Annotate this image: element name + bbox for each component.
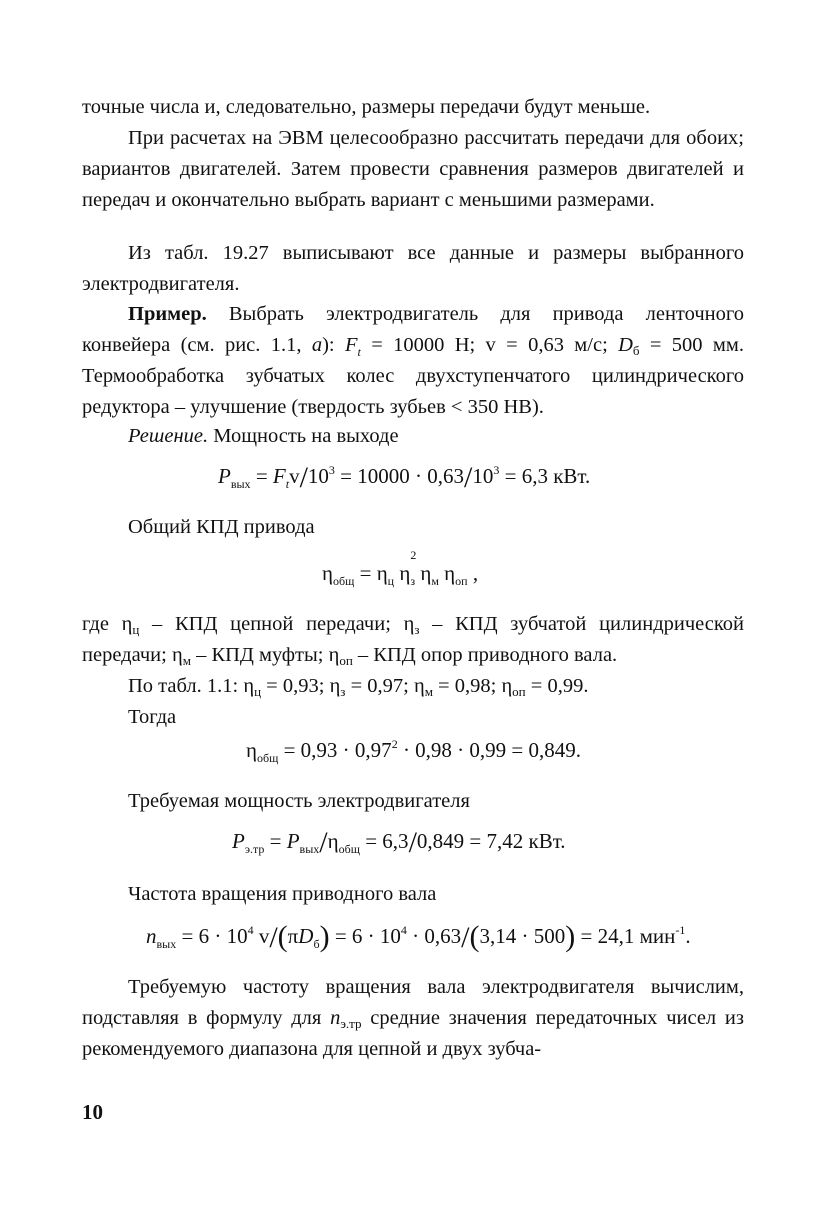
shaft-speed-heading: Частота вращения приводного вала — [128, 883, 437, 905]
formula-efficiency-value: $\eta_{общ} = 0,93 \cdot 0,97^2 \cdot 0,98 \cdot 0,99 = 0,849$. — [246, 737, 582, 765]
paragraph-example: Пример. Выбрать электродвигатель для привода ленточного конвейера (см. рис. 1.1, а): $F_t = 10000$ Н; v = 0,63 м/с; Dб = 500 мм. Термообработка зубчатых колес двухступенчатого цилиндрического редуктора – улучшение (твердость зубьев < 350 НВ). — [82, 303, 744, 418]
kpd-heading: Общий КПД привода — [128, 516, 315, 538]
paragraph-intro: точные числа и, следовательно, размеры передачи будут меньше. — [82, 96, 651, 118]
solution-heading: Решение. Мощность на выходе — [128, 425, 399, 447]
formula-total-efficiency: $\eta_{общ} = \eta_ц$ η 2 $_з$ $\eta_м$ $\eta_{оп}$ , — [322, 548, 479, 588]
table-values: По табл. 1.1: ηц = 0,93; ηз = 0,97; ηм = 0,98; ηоп = 0,99. — [128, 675, 589, 699]
formula-shaft-speed: $n_{вых} = 6 \cdot 10^4$ $v/(\pi D_б) = 6 \cdot 10^4 \cdot 0,63/(3,14 \cdot 500) = 24,1$ мин$^{-1}$. — [146, 920, 691, 954]
paragraph-motor-speed: Требуемую частоту вращения вала электродвигателя вычислим, подставляя в формулу для nэ.тр средние значения передаточных чисел из рекомендуемого диапазона для цепной и двух зубча- — [82, 976, 744, 1060]
formula-required-power: $P_{э.тр} = P_{вых}/\eta_{общ} = 6,3/0,849 = 7,42$ кВт. — [232, 826, 566, 859]
required-power-heading: Требуемая мощность электродвигателя — [128, 790, 470, 812]
formula-output-power: $P_{вых} = F_tv/10^3 = 10000 \cdot 0,63/10^3 = 6,3$ кВт. — [218, 461, 591, 494]
paragraph-definitions: где ηц – КПД цепной передачи; ηз – КПД зубчатой цилиндрической передачи; ηм – КПД муфты; ηоп – КПД опор приводного вала. — [82, 613, 745, 668]
paragraph-computer: При расчетах на ЭВМ целесообразно рассчитать передачи для обоих; вариантов двигателей. Затем провести сравнения размеров двигателей и передач и окончательно выбрать вариант с меньшими размерами. — [82, 127, 744, 211]
then-label: Тогда — [128, 706, 177, 728]
page-number: 10 — [82, 1100, 103, 1124]
paragraph-table: Из табл. 19.27 выписывают все данные и размеры выбранного электродвигателя. — [82, 242, 744, 295]
